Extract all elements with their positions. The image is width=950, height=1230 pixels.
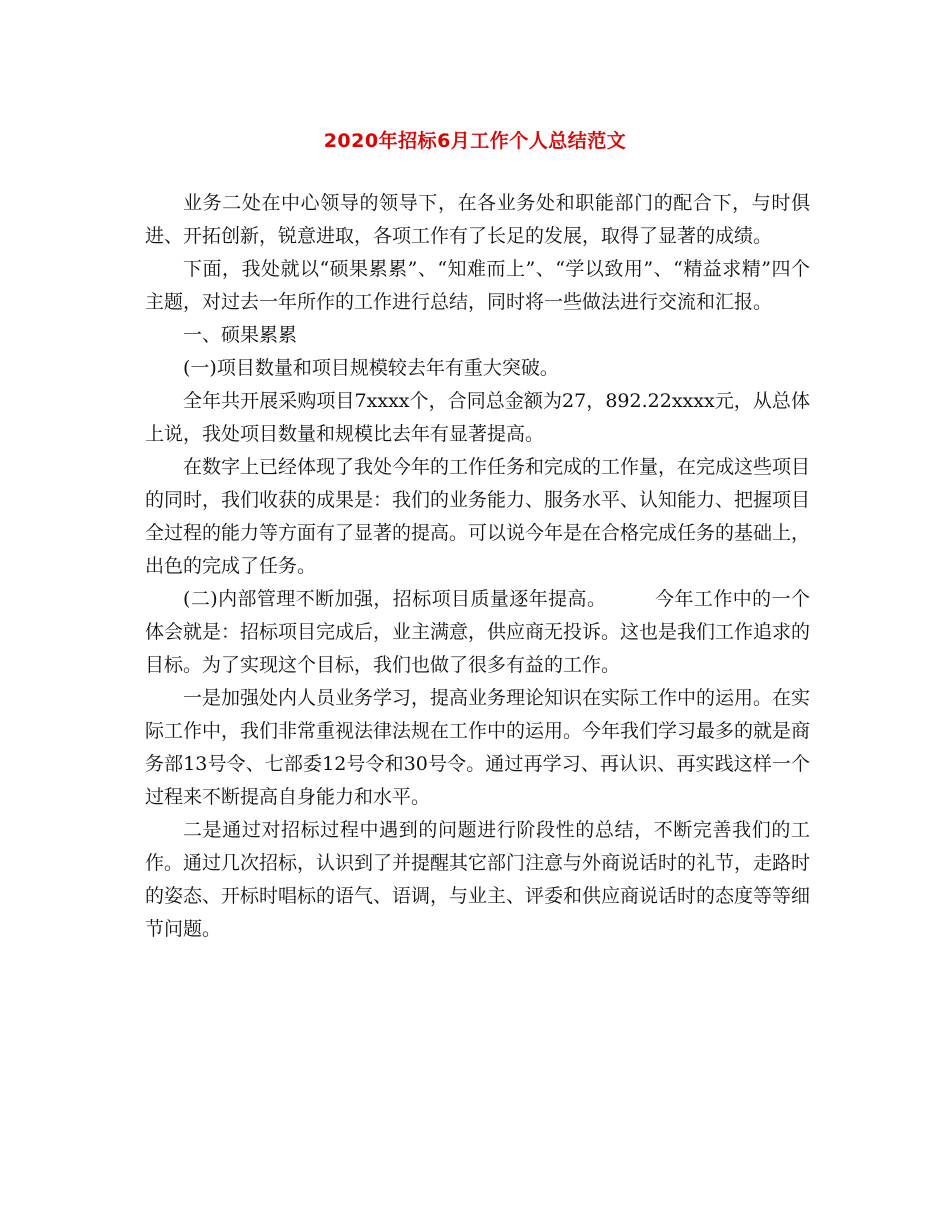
paragraph-project-count: 全年共开展采购项目7xxxx个，合同总金额为27，892.22xxxx元，从总体上说，我处项目数量和规模比去年有显著提高。 (145, 390, 810, 445)
paragraph-overview: 下面，我处就以“硕果累累”、“知难而上”、“学以致用”、“精益求精”四个主题，对过去一年所作的工作进行总结，同时将一些做法进行交流和汇报。 (145, 258, 810, 313)
subsection-heading-1: (一)项目数量和项目规模较去年有重大突破。 (183, 357, 559, 379)
section-heading-1: 一、硕果累累 (183, 324, 298, 346)
document-title: 2020年招标6月工作个人总结范文 (323, 130, 627, 152)
paragraph-internal-management: (二)内部管理不断加强，招标项目质量逐年提高。 今年工作中的一个体会就是：招标项目完成后，业主满意，供应商无投诉。这也是我们工作追求的目标。为了实现这个目标，我们也做了很多有益的工作。 (145, 588, 811, 676)
paragraph-intro: 业务二处在中心领导的领导下，在各业务处和职能部门的配合下，与时俱进、开拓创新，锐意进取，各项工作有了长足的发展，取得了显著的成绩。 (145, 192, 810, 247)
paragraph-achievements: 在数字上已经体现了我处今年的工作任务和完成的工作量，在完成这些项目的同时，我们收获的成果是：我们的业务能力、服务水平、认知能力、把握项目全过程的能力等方面有了显著的提高。可以说今年是在合格完成任务的基础上，出色的完成了任务。 (145, 456, 811, 577)
document-body (145, 187, 810, 946)
paragraph-study: 一是加强处内人员业务学习，提高业务理论知识在实际工作中的运用。在实际工作中，我们非常重视法律法规在工作中的运用。今年我们学习最多的就是商务部13号令、七部委12号令和30号令。通过再学习、再认识、再实践这样一个过程来不断提高自身能力和水平。 (145, 687, 811, 808)
paragraph-summary: 二是通过对招标过程中遇到的问题进行阶段性的总结，不断完善我们的工作。通过几次招标，认识到了并提醒其它部门注意与外商说话时的礼节，走路时的姿态、开标时唱标的语气、语调，与业主、评委和供应商说话时的态度等等细节问题。 (145, 819, 811, 940)
